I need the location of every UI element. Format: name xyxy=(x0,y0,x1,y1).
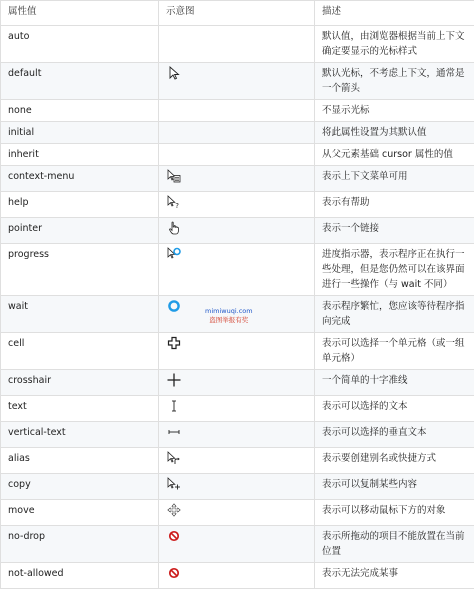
alias-cursor-icon xyxy=(167,451,181,465)
property-value-cell: move xyxy=(1,500,159,526)
description-cell: 表示可以复制某些内容 xyxy=(315,474,474,500)
default-cursor-icon xyxy=(167,66,181,80)
property-value-cell: cell xyxy=(1,333,159,370)
property-value-cell: copy xyxy=(1,474,159,500)
vertical-text-cursor-icon xyxy=(167,425,181,439)
copy-cursor-icon xyxy=(167,477,181,491)
watermark-note: 盗图举报有奖 xyxy=(205,316,253,325)
table-row xyxy=(1,563,474,589)
illustration-cell xyxy=(159,422,315,448)
description-cell: 进度指示器，表示程序正在执行一些处理，但是您仍然可以在该界面进行一些操作（与 wait 不同） xyxy=(315,244,474,296)
text-cursor-icon xyxy=(167,399,181,413)
watermark xyxy=(205,307,253,325)
property-value-cell: auto xyxy=(1,26,159,63)
property-value-cell: alias xyxy=(1,448,159,474)
property-value-cell: no-drop xyxy=(1,526,159,563)
illustration-cell xyxy=(159,370,315,396)
table-row xyxy=(1,144,474,166)
header-description: 描述 xyxy=(315,1,474,26)
table-row xyxy=(1,500,474,526)
description-cell: 默认光标，不考虑上下文，通常是一个箭头 xyxy=(315,63,474,100)
illustration-cell xyxy=(159,63,315,100)
illustration-cell xyxy=(159,333,315,370)
help-cursor-icon xyxy=(167,195,181,209)
description-cell: 表示可以选择的文本 xyxy=(315,396,474,422)
table-row xyxy=(1,333,474,370)
table-row xyxy=(1,100,474,122)
property-value-cell: crosshair xyxy=(1,370,159,396)
description-cell: 表示所拖动的项目不能放置在当前位置 xyxy=(315,526,474,563)
not-allowed-cursor-icon xyxy=(167,566,181,580)
illustration-cell xyxy=(159,122,315,144)
description-cell: 表示可以移动鼠标下方的对象 xyxy=(315,500,474,526)
illustration-cell xyxy=(159,448,315,474)
description-cell: 不显示光标 xyxy=(315,100,474,122)
table-row xyxy=(1,370,474,396)
property-value-cell: context-menu xyxy=(1,166,159,192)
illustration-cell xyxy=(159,563,315,589)
property-value-cell: vertical-text xyxy=(1,422,159,448)
description-cell: 表示可以选择的垂直文本 xyxy=(315,422,474,448)
table-row xyxy=(1,422,474,448)
property-value-cell: initial xyxy=(1,122,159,144)
property-value-cell: help xyxy=(1,192,159,218)
illustration-cell xyxy=(159,192,315,218)
table-row xyxy=(1,26,474,63)
table-row xyxy=(1,166,474,192)
property-value-cell: pointer xyxy=(1,218,159,244)
property-value-cell: progress xyxy=(1,244,159,296)
description-cell: 表示上下文菜单可用 xyxy=(315,166,474,192)
progress-cursor-icon xyxy=(167,247,181,261)
description-cell: 表示可以选择一个单元格（或一组单元格） xyxy=(315,333,474,370)
table-row xyxy=(1,448,474,474)
illustration-cell xyxy=(159,100,315,122)
illustration-cell xyxy=(159,218,315,244)
move-cursor-icon xyxy=(167,503,181,517)
table-row xyxy=(1,122,474,144)
table-row xyxy=(1,63,474,100)
property-value-cell: none xyxy=(1,100,159,122)
description-cell: 从父元素基础 cursor 属性的值 xyxy=(315,144,474,166)
description-cell: 表示有帮助 xyxy=(315,192,474,218)
illustration-cell xyxy=(159,474,315,500)
description-cell: 表示程序繁忙，您应该等待程序指向完成 xyxy=(315,296,474,333)
wait-cursor-icon xyxy=(167,299,181,313)
table-header-row xyxy=(1,1,474,26)
header-property-value: 属性值 xyxy=(1,1,159,26)
description-cell: 默认值，由浏览器根据当前上下文确定要显示的光标样式 xyxy=(315,26,474,63)
no-drop-cursor-icon xyxy=(167,529,181,543)
context-menu-cursor-icon xyxy=(167,169,181,183)
cell-cursor-icon xyxy=(167,336,181,350)
table-row xyxy=(1,244,474,296)
property-value-cell: default xyxy=(1,63,159,100)
table-row xyxy=(1,526,474,563)
description-cell: 一个简单的十字准线 xyxy=(315,370,474,396)
property-value-cell: text xyxy=(1,396,159,422)
table-row xyxy=(1,192,474,218)
table-row xyxy=(1,218,474,244)
property-value-cell: not-allowed xyxy=(1,563,159,589)
table-row xyxy=(1,474,474,500)
illustration-cell xyxy=(159,500,315,526)
property-value-cell: wait xyxy=(1,296,159,333)
illustration-cell xyxy=(159,526,315,563)
pointer-cursor-icon xyxy=(167,221,181,235)
description-cell: 表示要创建别名或快捷方式 xyxy=(315,448,474,474)
illustration-cell xyxy=(159,244,315,296)
table-row xyxy=(1,396,474,422)
svg-text:?: ? xyxy=(175,202,179,209)
illustration-cell xyxy=(159,166,315,192)
property-value-cell: inherit xyxy=(1,144,159,166)
illustration-cell xyxy=(159,396,315,422)
illustration-cell xyxy=(159,144,315,166)
description-cell: 表示一个链接 xyxy=(315,218,474,244)
description-cell: 将此属性设置为其默认值 xyxy=(315,122,474,144)
illustration-cell xyxy=(159,26,315,63)
crosshair-cursor-icon xyxy=(167,373,181,387)
description-cell: 表示无法完成某事 xyxy=(315,563,474,589)
header-illustration: 示意图 xyxy=(159,1,315,26)
watermark-site: mimiwuqi.com xyxy=(205,307,253,316)
